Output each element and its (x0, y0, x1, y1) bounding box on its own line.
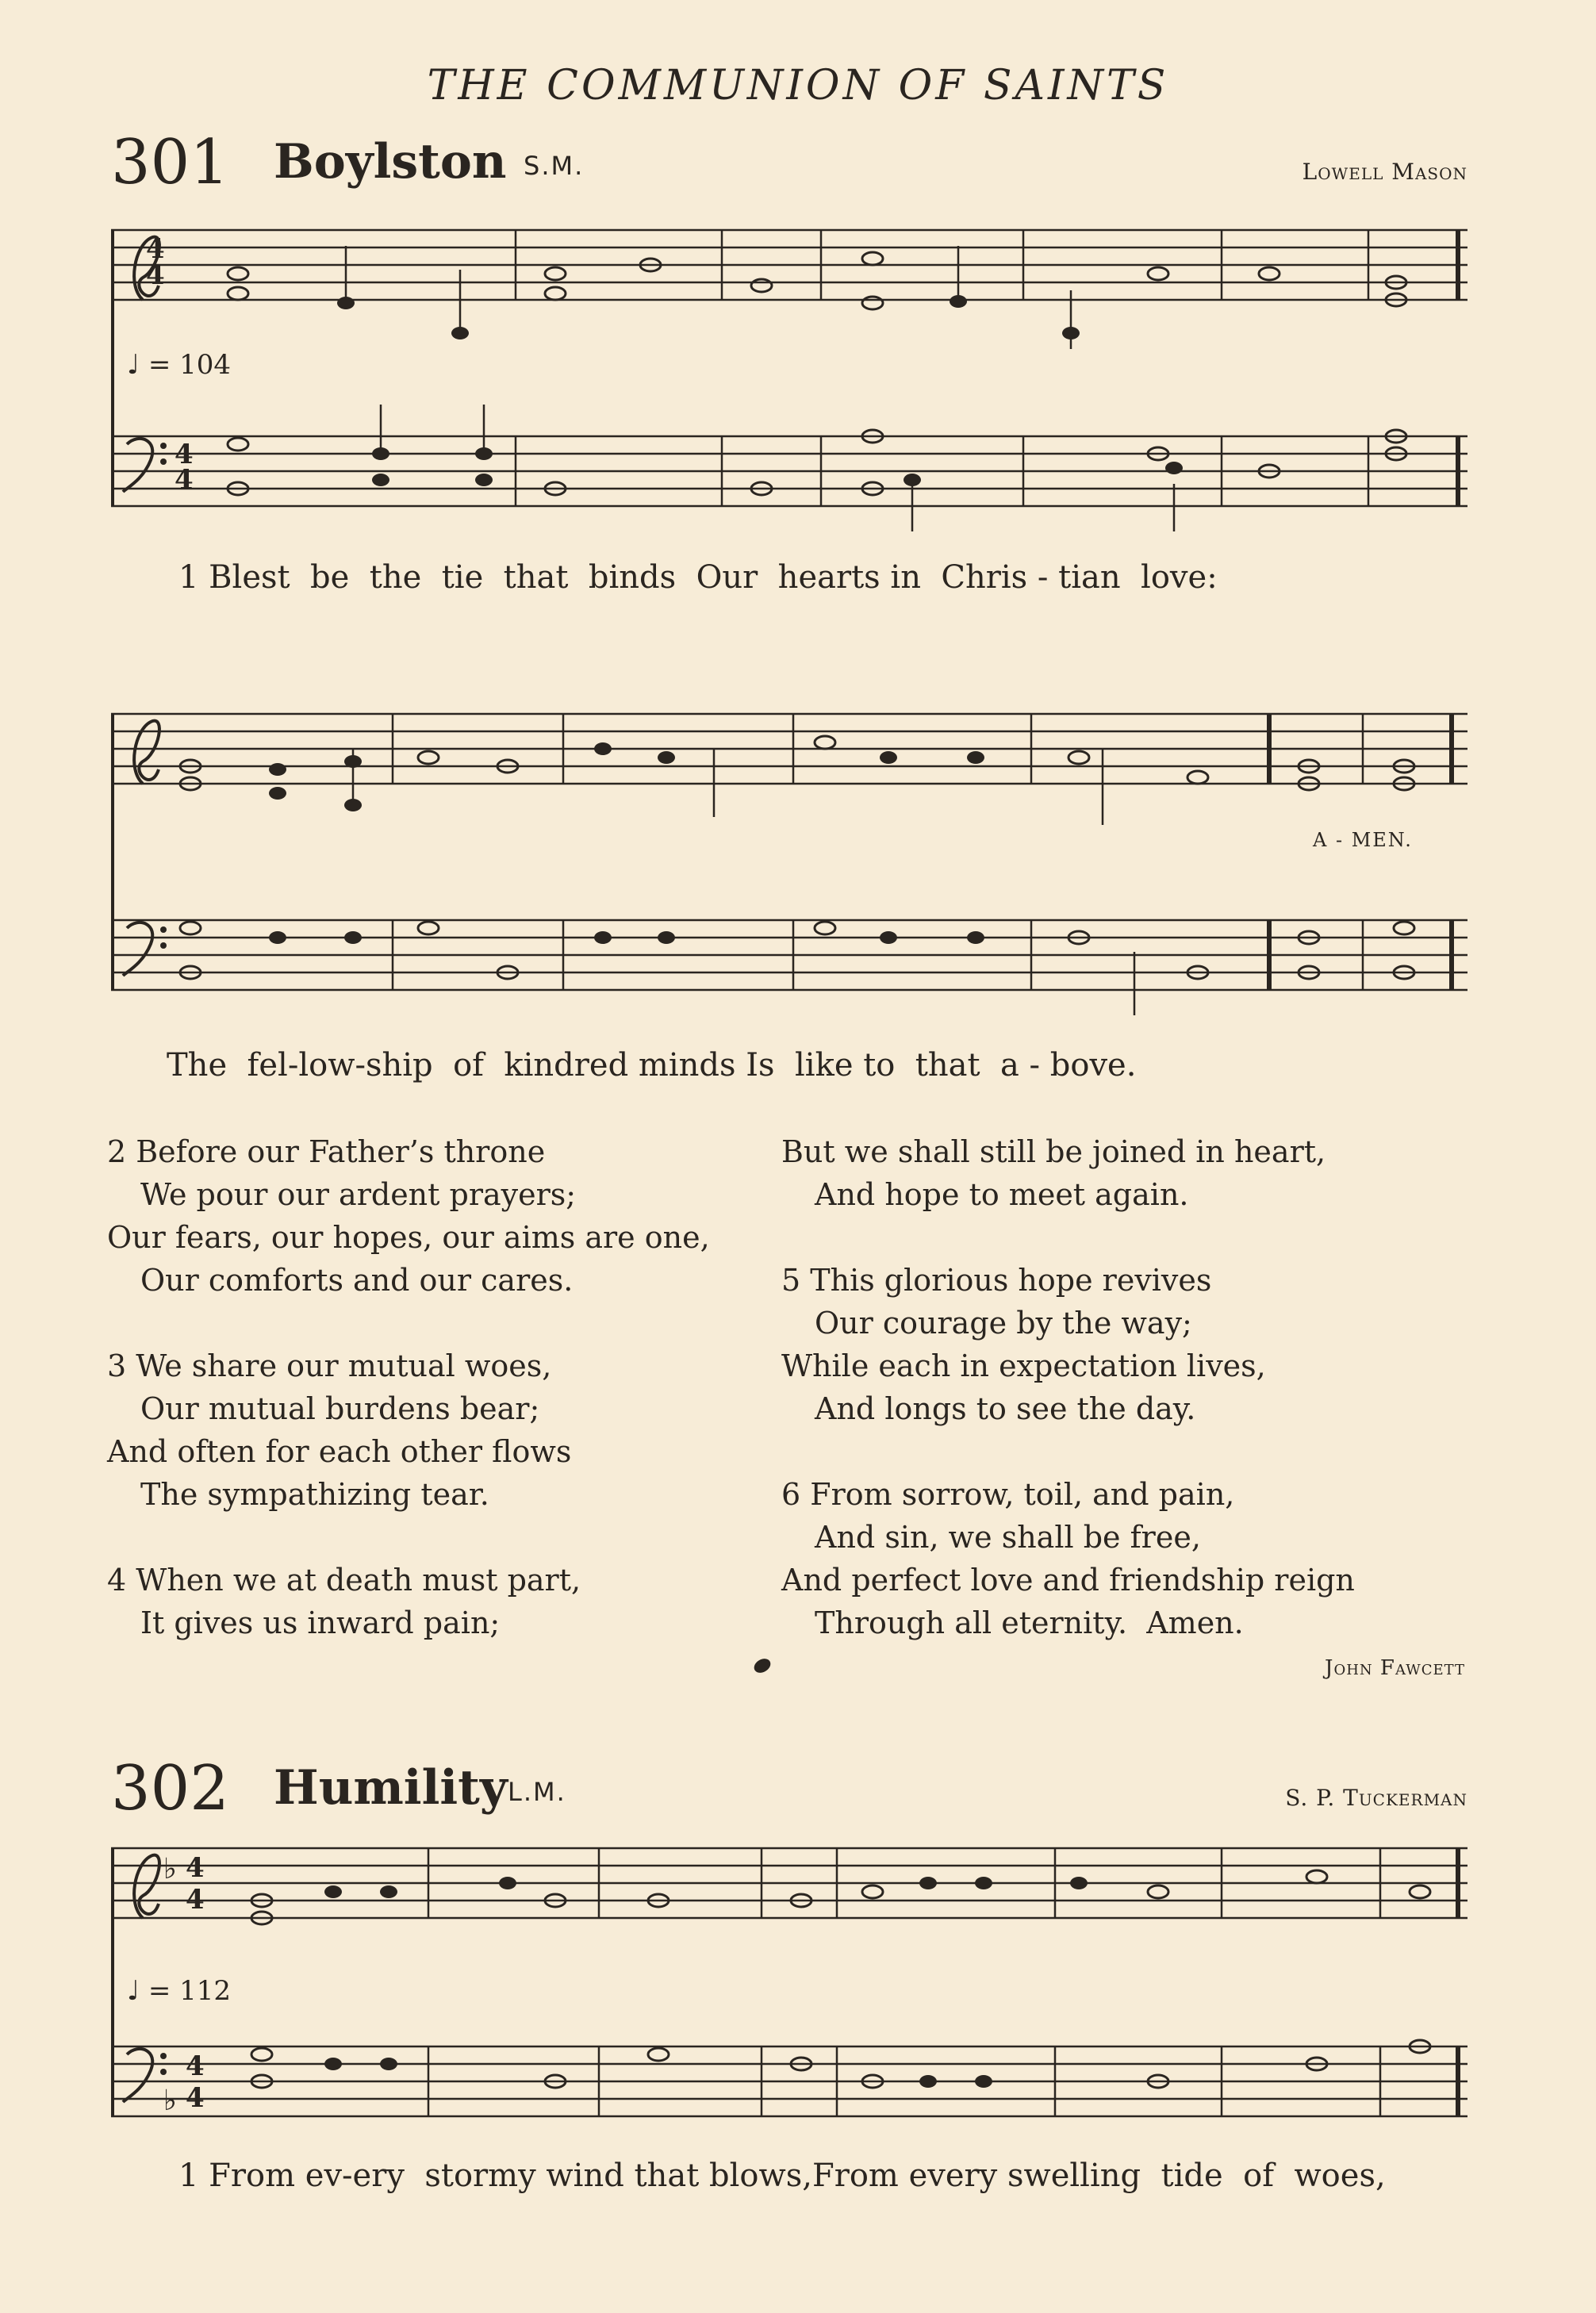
ink-mark (751, 1656, 773, 1676)
music-staff-system (111, 698, 1467, 1015)
music-staff-system (111, 1832, 1467, 2150)
stanza-5: 5 This glorious hope revives Our courage by the way; While each in expectation lives, And longs to see the day. (781, 1263, 1266, 1426)
hymn-301-system-1 (111, 214, 1467, 531)
svg-text:♭: ♭ (163, 1853, 177, 1885)
stanza-4: 4 When we at death must part, It gives us inward pain; (107, 1563, 581, 1640)
stanza-2: 2 Before our Father’s throne We pour our ardent prayers; Our fears, our hopes, our aims are one, Our comforts and our cares. (107, 1134, 710, 1298)
tempo-marking: ♩ = 104 (127, 349, 232, 381)
svg-text:4: 4 (186, 2082, 205, 2114)
svg-text:4: 4 (175, 464, 194, 496)
hymn-number: 302 (111, 1753, 229, 1824)
tune-name: Boylston (274, 134, 507, 190)
composer: Lowell Mason (1302, 159, 1467, 185)
svg-text:4: 4 (146, 259, 165, 291)
hymn-301-system-2 (111, 698, 1467, 1015)
stanza-4-continued: But we shall still be joined in heart, And hope to meet again. (781, 1134, 1326, 1212)
meter: L.M. (508, 1777, 566, 1807)
tempo-marking: ♩ = 112 (127, 1975, 232, 2007)
svg-text:4: 4 (186, 1884, 205, 1916)
svg-text:4: 4 (186, 1852, 205, 1884)
svg-text:4: 4 (175, 439, 194, 470)
stanza-6: 6 From sorrow, toil, and pain, And sin, we shall be free, And perfect love and friendship reign Through all eternity. Amen. (781, 1477, 1355, 1640)
svg-text:4: 4 (186, 2050, 205, 2082)
hymn-number: 301 (111, 127, 229, 198)
music-staff-system (111, 214, 1467, 531)
hymn-302-system-1 (111, 1832, 1467, 2150)
svg-text:♭: ♭ (163, 2085, 177, 2117)
svg-text:4: 4 (146, 233, 165, 265)
lyric-line: 1 Blest be the tie that binds Our hearts in Chris - tian love: (178, 559, 1218, 596)
stanza-3: 3 We share our mutual woes, Our mutual burdens bear; And often for each other flows The sympathizing tear. (107, 1348, 572, 1512)
tune-name: Humility (274, 1760, 508, 1816)
author-credit: John Fawcett (1325, 1656, 1465, 1680)
composer: S. P. Tuckerman (1285, 1785, 1467, 1811)
hymn-301-header (111, 127, 1467, 198)
lyric-line: The fel-low-ship of kindred minds Is like to that a - bove. (167, 1047, 1137, 1084)
lyric-line: 1 From ev-ery stormy wind that blows,From every swelling tide of woes, (178, 2158, 1386, 2194)
running-head: THE COMMUNION OF SAINTS (427, 62, 1169, 109)
amen-label: A - MEN. (1313, 829, 1413, 851)
meter: S.M. (524, 151, 585, 181)
hymn-302-header (111, 1753, 1467, 1824)
